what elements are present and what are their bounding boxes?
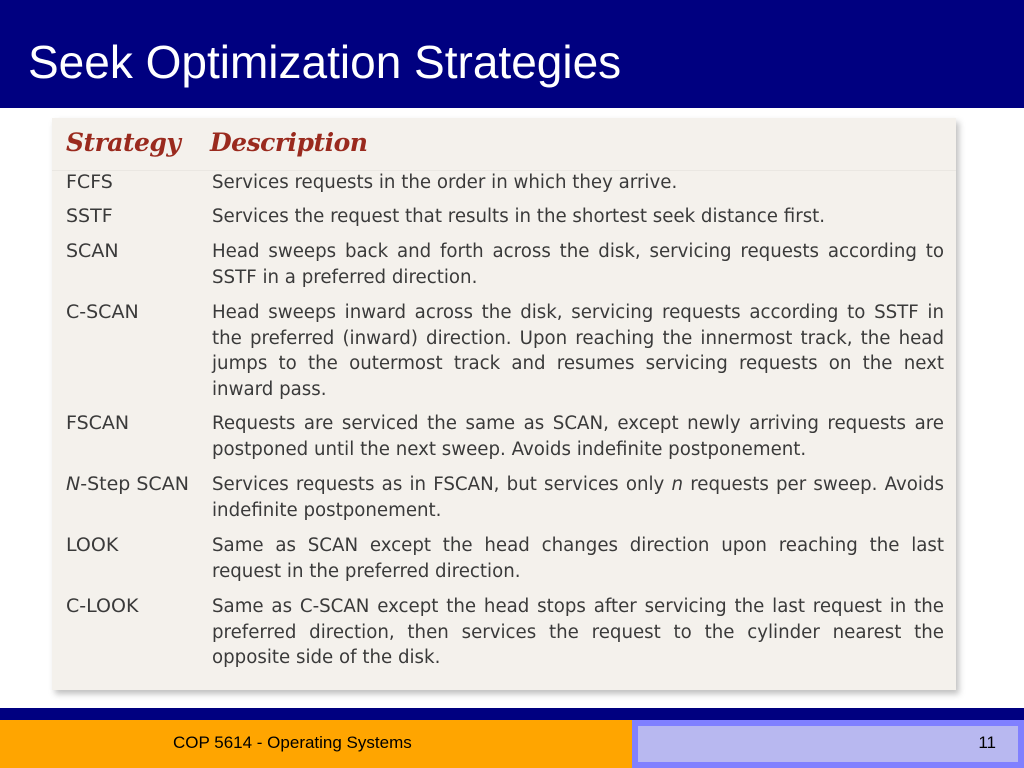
strategy-name: SSTF <box>66 205 113 227</box>
strategy-description <box>212 472 944 523</box>
slide-title: Seek Optimization Strategies <box>28 36 622 88</box>
description-italic-n: n <box>671 474 684 495</box>
title-divider <box>0 104 1024 108</box>
strategy-description: Same as C-SCAN except the head stops after servicing the last request in the preferred direction, then services the request to the cylinder nearest the opposite side of the disk. <box>212 596 944 668</box>
strategy-description: Services requests in the order in which they arrive. <box>212 172 678 193</box>
strategy-description: Head sweeps back and forth across the disk, servicing requests according to SSTF in a preferred direction. <box>212 241 944 288</box>
strategy-name-italic-n: N <box>66 473 81 495</box>
strategy-name: C-SCAN <box>66 301 139 323</box>
description-part: requests per sweep. Avoids indefinite postponement. <box>212 474 944 521</box>
strategy-description: Head sweeps inward across the disk, servicing requests according to SSTF in the preferred (inward) direction. Upon reaching the innermost track, the head jumps to the outermost track and resumes servicing requests on the next inward pass. <box>212 302 944 400</box>
strategy-description: Services the request that results in the shortest seek distance first. <box>212 206 826 227</box>
header-description: Description <box>210 128 368 157</box>
footer-course: COP 5614 - Operating Systems <box>173 733 412 752</box>
strategy-name: SCAN <box>66 240 119 262</box>
strategy-description: Requests are serviced the same as SCAN, except newly arriving requests are postponed until the next sweep. Avoids indefinite postponement. <box>212 413 944 460</box>
footer-right-panel <box>632 720 1024 768</box>
strategy-description: Same as SCAN except the head changes direction upon reaching the last request in the preferred direction. <box>212 535 944 582</box>
description-part: Services requests as in FSCAN, but services only <box>212 474 672 495</box>
strategy-name: FCFS <box>66 171 113 193</box>
page-number: 11 <box>978 733 996 752</box>
header-strategy: Strategy <box>66 128 181 157</box>
footer-divider <box>0 708 1024 720</box>
strategy-name <box>66 472 196 498</box>
strategy-name-rest: -Step SCAN <box>80 473 189 495</box>
strategy-table <box>52 118 956 690</box>
title-bar <box>0 0 1024 104</box>
strategy-name: FSCAN <box>66 412 130 434</box>
strategy-name: C-LOOK <box>66 595 139 617</box>
strategy-name: LOOK <box>66 534 119 556</box>
